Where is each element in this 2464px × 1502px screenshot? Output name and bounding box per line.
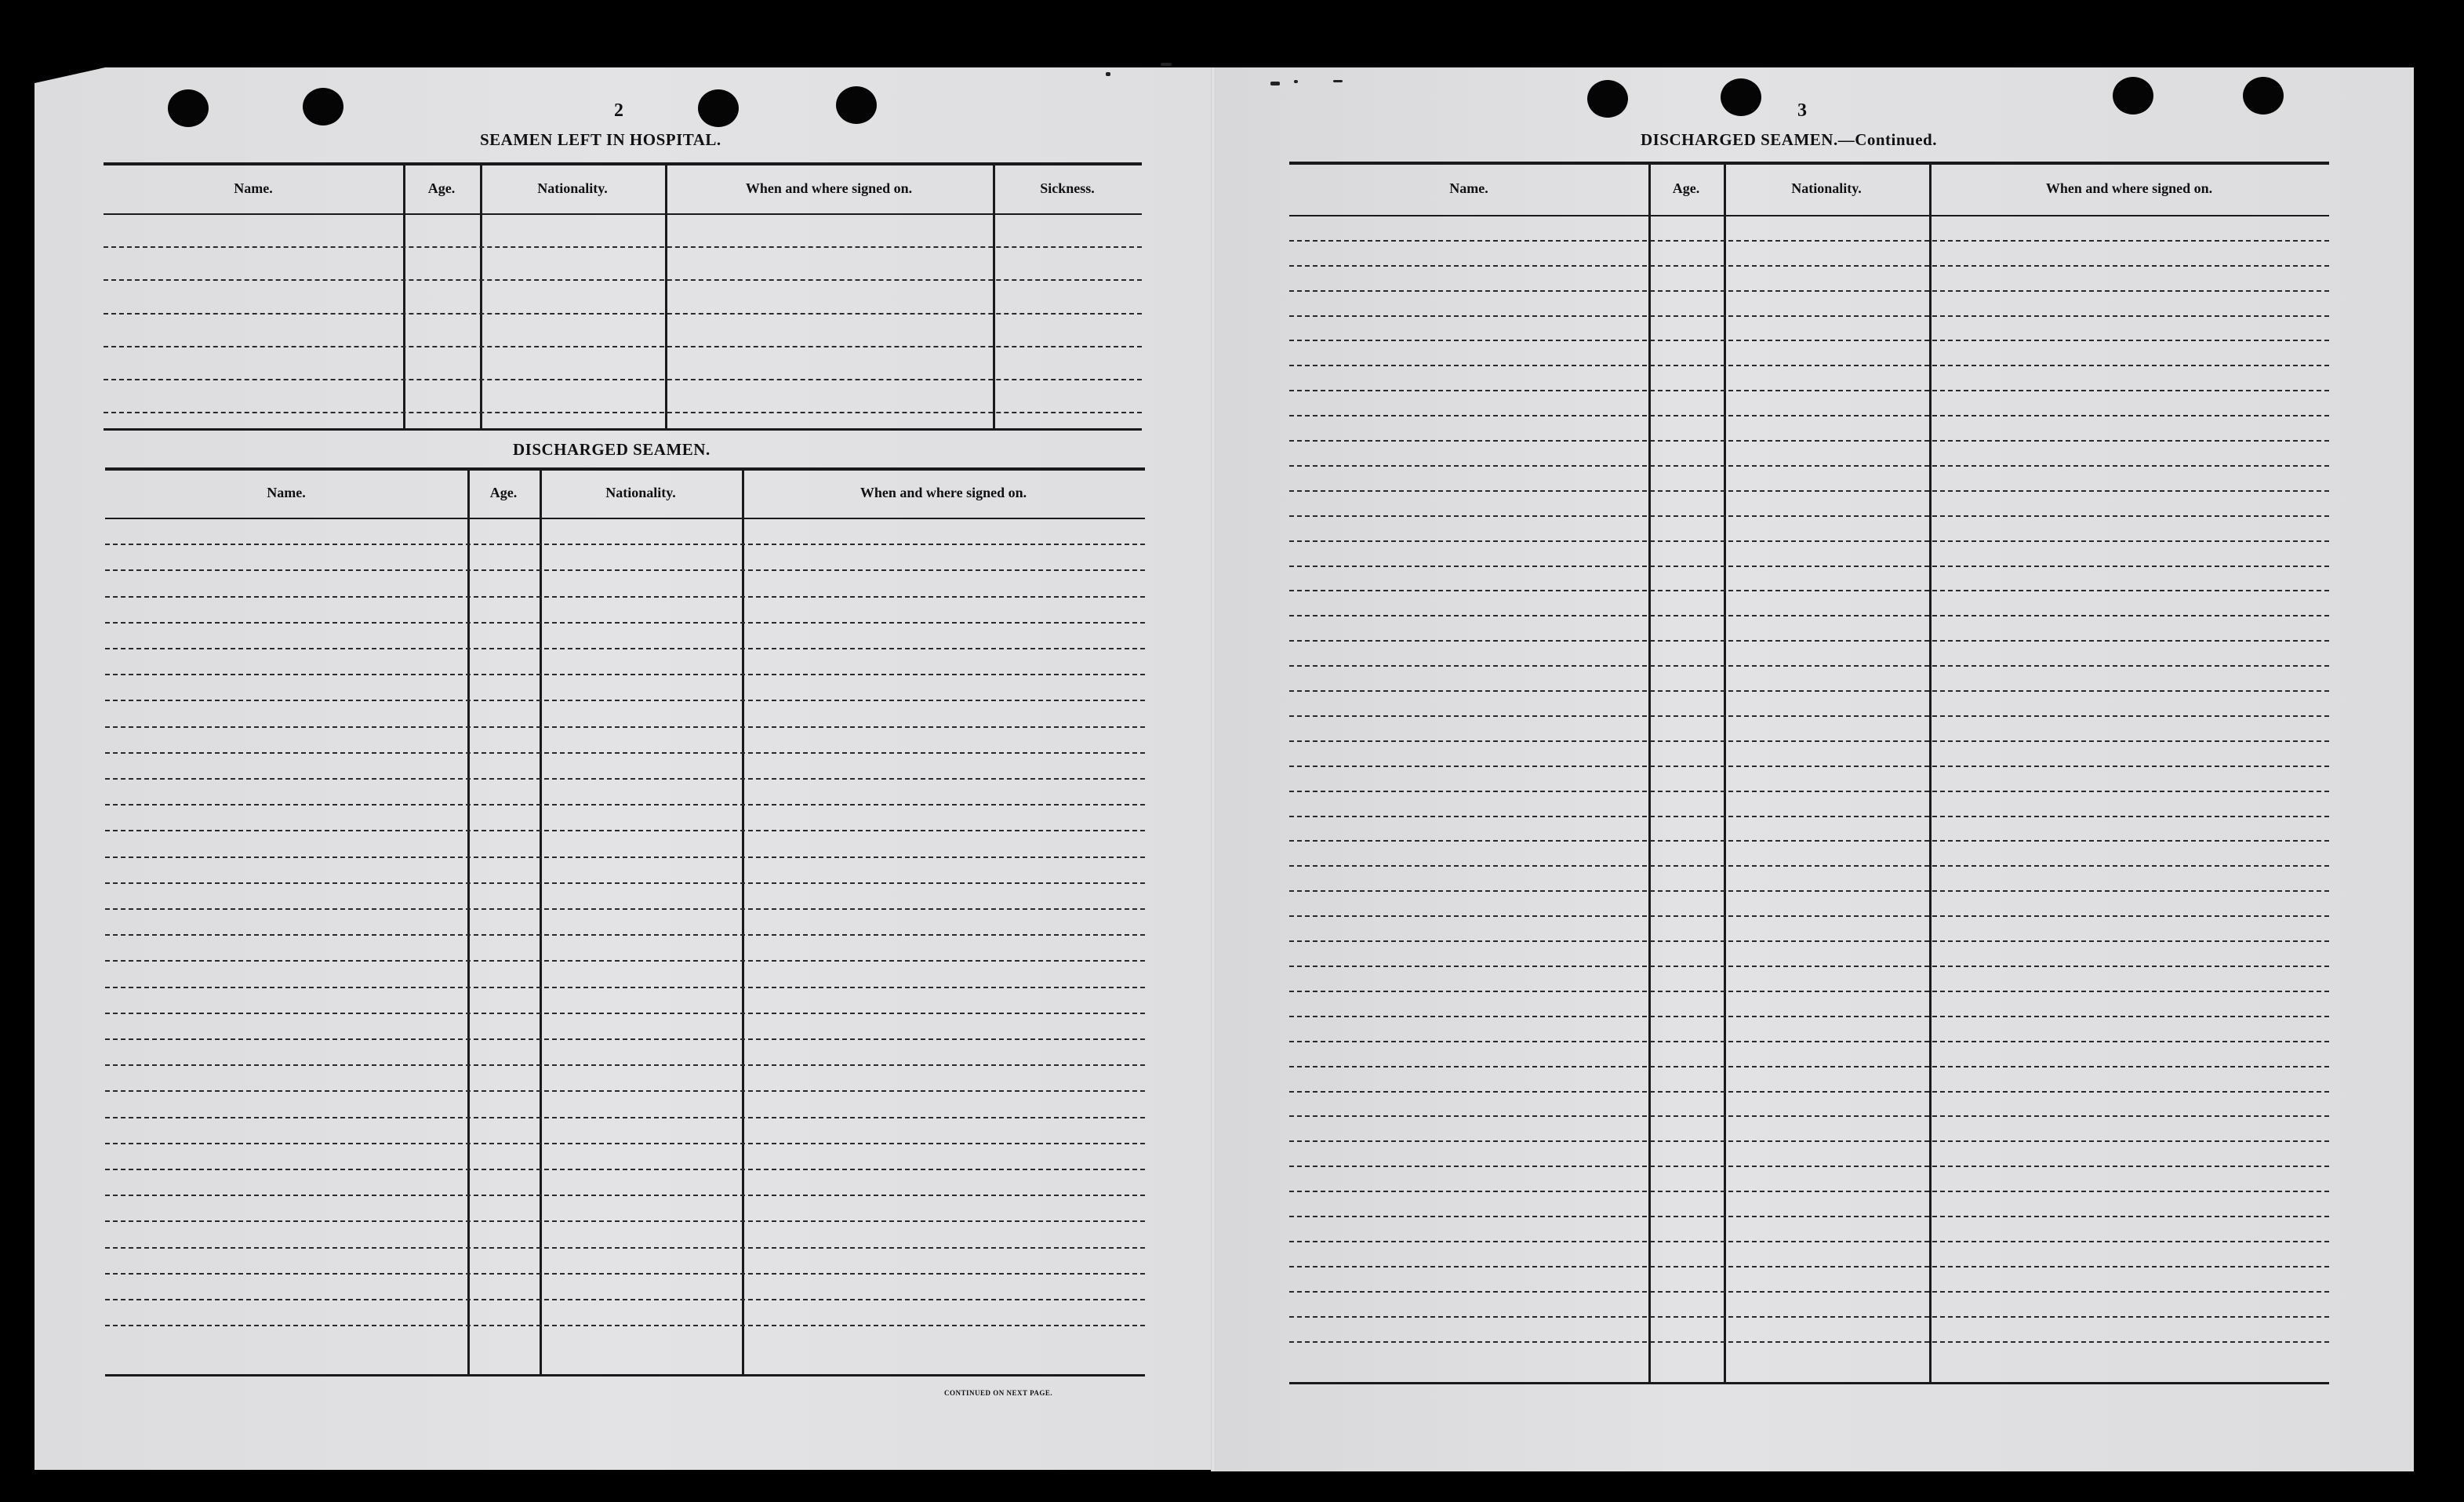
column-divider [1648,162,1651,1382]
ruled-row-line [105,778,1145,780]
table-top-rule [1289,162,2329,165]
ruled-row-line [1289,1341,2329,1343]
ruled-row-line [105,856,1145,858]
punch-hole [1587,80,1628,118]
ruled-row-line [1289,1191,2329,1192]
ruled-row-line [105,1247,1145,1249]
punch-hole [2113,77,2153,115]
ruled-row-line [105,648,1145,649]
column-header: When and where signed on. [859,485,1027,500]
column-header: Age. [1672,180,1700,196]
ruled-row-line [104,246,1142,248]
ruled-row-line [105,1038,1145,1040]
page-number-right: 3 [1797,100,1807,121]
ruled-row-line [1289,840,2329,842]
table-bottom-rule [104,428,1142,431]
ruled-row-line [105,1220,1145,1222]
column-header: Sickness. [1040,180,1095,196]
ruled-row-line [1289,440,2329,442]
punch-hole [1721,78,1761,116]
left-page [35,67,1214,1470]
paper-speck [1333,80,1343,82]
ruled-row-line [1289,766,2329,767]
ruled-row-line [1289,365,2329,366]
ruled-row-line [105,934,1145,936]
column-header: Name. [267,485,306,500]
ruled-row-line [104,279,1142,281]
ruled-row-line [1289,1291,2329,1293]
ruled-row-line [105,1117,1145,1118]
punch-hole [168,89,209,127]
ruled-row-line [105,1195,1145,1196]
column-header: When and where signed on. [745,180,913,196]
ruled-row-line [105,987,1145,988]
ruled-row-line [105,1169,1145,1170]
column-divider [993,162,995,428]
ruled-row-line [1289,915,2329,917]
discharged-continued-title: DISCHARGED SEAMEN.—Continued. [1641,130,1937,149]
ruled-row-line [105,726,1145,728]
paper-speck [1294,80,1298,83]
ruled-row-line [105,622,1145,624]
ruled-row-line [105,804,1145,806]
ruled-row-line [1289,1140,2329,1142]
ruled-row-line [105,1143,1145,1144]
ruled-row-line [1289,590,2329,591]
discharged-section-title: DISCHARGED SEAMEN. [513,440,710,459]
column-header: When and where signed on. [2045,180,2213,196]
ruled-row-line [105,544,1145,545]
ruled-row-line [1289,966,2329,967]
column-header: Age. [427,180,456,196]
ruled-row-line [105,1013,1145,1014]
ruled-row-line [105,596,1145,598]
paper-speck [1270,82,1280,85]
column-divider [1929,162,1932,1382]
ruled-row-line [105,1299,1145,1300]
ruled-row-line [1289,290,2329,292]
ruled-row-line [105,882,1145,884]
table-bottom-rule [105,1374,1145,1377]
ruled-row-line [1289,566,2329,567]
ruled-row-line [104,346,1142,347]
column-header: Nationality. [605,485,676,500]
column-header: Name. [234,180,273,196]
paper-speck [1161,63,1172,66]
ruled-row-line [1289,791,2329,792]
ruled-row-line [104,313,1142,315]
ruled-row-line [105,908,1145,910]
punch-hole [2243,77,2284,115]
ruled-row-line [105,830,1145,831]
ruled-row-line [1289,1016,2329,1017]
ruled-row-line [1289,465,2329,467]
punch-hole [303,88,343,125]
ruled-row-line [105,674,1145,675]
page-gutter [1211,67,1216,1471]
column-divider [665,162,667,428]
ruled-row-line [105,1064,1145,1066]
column-header: Nationality. [537,180,608,196]
hospital-section-title: SEAMEN LEFT IN HOSPITAL. [480,130,721,149]
column-divider [1724,162,1726,1382]
ruled-row-line [1289,1316,2329,1318]
ruled-row-line [105,1090,1145,1092]
table-header-rule [1289,215,2329,216]
ruled-row-line [105,1325,1145,1326]
ruled-row-line [1289,1166,2329,1167]
ruled-row-line [1289,265,2329,267]
ruled-row-line [1289,415,2329,416]
column-header: Age. [489,485,518,500]
ruled-row-line [1289,1115,2329,1117]
ruled-row-line [1289,740,2329,742]
ruled-row-line [104,379,1142,380]
column-header: Nationality. [1791,180,1862,196]
ruled-row-line [1289,1216,2329,1217]
table-header-rule [105,518,1145,519]
ruled-row-line [1289,540,2329,542]
table-header-rule [104,213,1142,215]
ruled-row-line [1289,890,2329,892]
table-top-rule [104,162,1142,165]
ruled-row-line [1289,1066,2329,1067]
ruled-row-line [1289,390,2329,391]
paper-speck [1106,72,1110,76]
ruled-row-line [1289,940,2329,942]
punch-hole [836,86,877,124]
ruled-row-line [1289,816,2329,817]
column-header: Name. [1449,180,1488,196]
ruled-row-line [105,700,1145,701]
ruled-row-line [1289,490,2329,492]
ruled-row-line [1289,665,2329,667]
column-divider [467,467,470,1374]
punch-hole [698,89,739,127]
ruled-row-line [1289,715,2329,717]
ruled-row-line [105,752,1145,754]
ruled-row-line [105,960,1145,962]
ruled-row-line [1289,1041,2329,1042]
ruled-row-line [1289,690,2329,692]
ruled-row-line [1289,615,2329,616]
column-divider [742,467,744,1374]
ruled-row-line [1289,991,2329,992]
page-number-left: 2 [614,100,623,121]
table-bottom-rule [1289,1382,2329,1384]
ruled-row-line [1289,1241,2329,1242]
ruled-row-line [1289,1091,2329,1093]
ruled-row-line [1289,1266,2329,1267]
ruled-row-line [1289,315,2329,317]
column-divider [403,162,405,428]
column-divider [540,467,542,1374]
ruled-row-line [1289,340,2329,341]
right-page [1214,67,2414,1471]
column-divider [480,162,482,428]
table-top-rule [105,467,1145,471]
continued-footnote: CONTINUED ON NEXT PAGE. [944,1389,1053,1397]
ruled-row-line [105,569,1145,571]
ruled-row-line [1289,515,2329,517]
ruled-row-line [105,1273,1145,1275]
ruled-row-line [1289,865,2329,867]
ruled-row-line [104,412,1142,413]
ruled-row-line [1289,640,2329,642]
ruled-row-line [1289,240,2329,242]
